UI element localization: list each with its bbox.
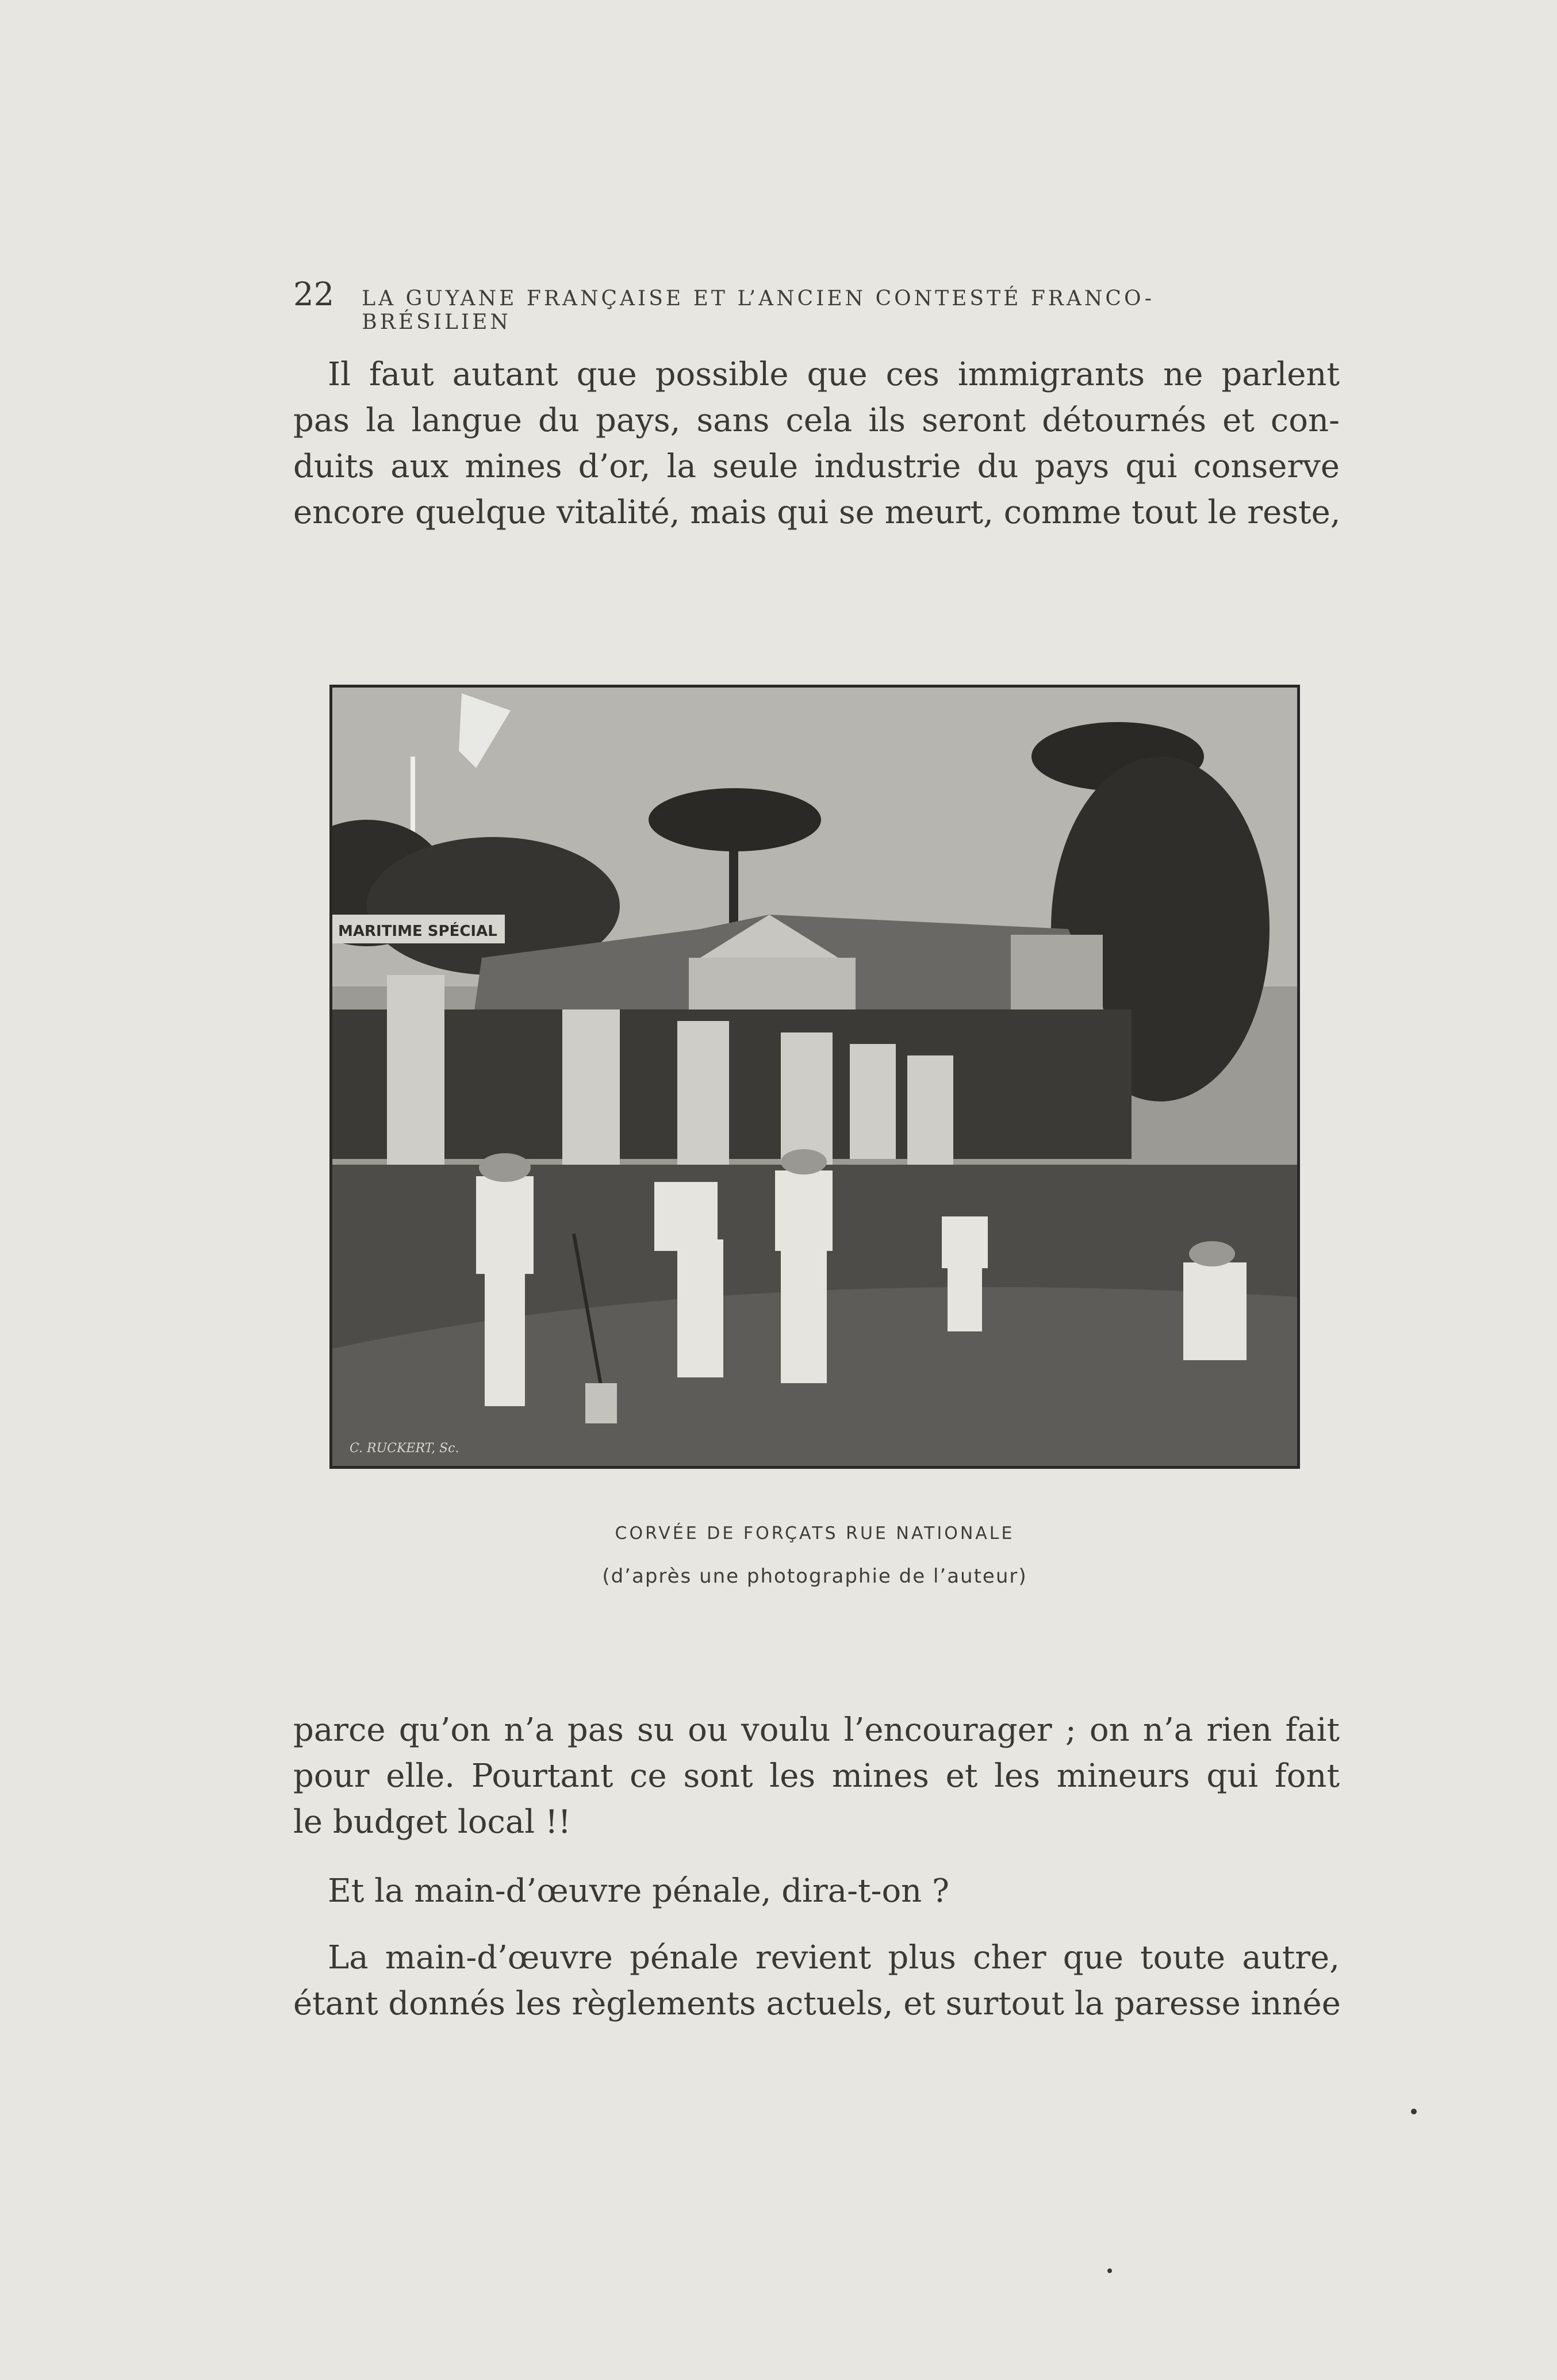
figure-photograph [329, 685, 1300, 1469]
paragraph-line: parce qu’on n’a pas su ou voulu l’encourager ; on n’a rien fait [293, 1711, 1340, 1749]
paragraph-line: pour elle. Pourtant ce sont les mines et les mineurs qui font [293, 1757, 1340, 1795]
paragraph-1 [293, 352, 1340, 536]
paragraph-line: le budget local !! [293, 1803, 571, 1841]
page-number: 22 [293, 276, 335, 313]
paragraph-line: Il faut autant que possible que ces immigrants ne parlent [328, 356, 1340, 393]
engraver-signature: C. RUCKERT, Sc. [350, 1441, 459, 1456]
paper-speck [1411, 2109, 1417, 2114]
running-head [293, 276, 1259, 334]
paragraph-3 [293, 1868, 1340, 1914]
paragraph-line: encore quelque vitalité, mais qui se meurt, comme tout le reste, [293, 494, 1341, 531]
paragraph-line: pas la langue du pays, sans cela ils seront détournés et con- [293, 402, 1340, 439]
paper-speck [1107, 2268, 1112, 2273]
paragraph-line: étant donnés les règlements actuels, et surtout la paresse innée [293, 1985, 1341, 2022]
paragraph-2 [293, 1707, 1340, 1845]
photo-sign-text: MARITIME SPÉCIAL [338, 923, 497, 940]
convict-labor-photo [332, 688, 1297, 1466]
paragraph-line: La main-d’œuvre pénale revient plus cher que toute autre, [328, 1939, 1340, 1976]
figure-caption-credit: (d’après une photographie de l’auteur) [602, 1565, 1027, 1588]
paragraph-4 [293, 1935, 1340, 2027]
running-head-title: LA GUYANE FRANÇAISE ET L’ANCIEN CONTESTÉ FRANCO-BRÉSILIEN [362, 287, 1155, 334]
figure-caption-title: CORVÉE DE FORÇATS RUE NATIONALE [615, 1523, 1015, 1544]
paragraph-line: Et la main-d’œuvre pénale, dira-t-on ? [328, 1872, 950, 1910]
paragraph-line: duits aux mines d’or, la seule industrie du pays qui conserve [293, 448, 1340, 485]
